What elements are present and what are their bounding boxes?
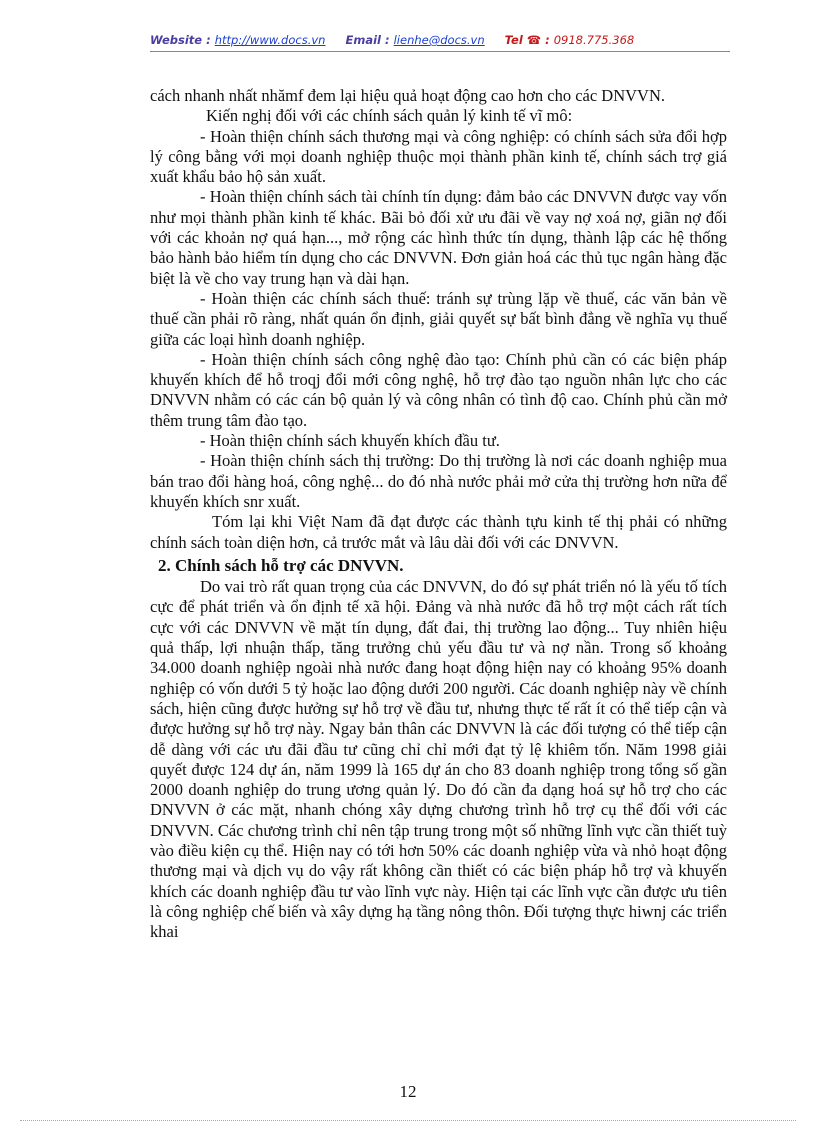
paragraph: cách nhanh nhất nhămf đem lại hiệu quả hoạt động cao hơn cho các DNVVN. <box>150 86 666 105</box>
paragraph: - Hoàn thiện chính sách công nghệ đào tạo: Chính phủ cần có các biện pháp khuyến khích để hỗ troqj đổi mới công nghệ, hỗ trợ đào tạo nguồn nhân lực cho các DNVVN nhằm có các cán bộ quản lý và công nhân có tình độ cao. Chính phủ cần mở thêm trung tâm đào tạo. <box>150 349 727 430</box>
page-number: 12 <box>399 1082 417 1101</box>
paragraph: - Hoàn thiện chính sách thương mại và công nghiệp: có chính sách sửa đổi hợp lý công bằng với mọi doanh nghiệp thuộc mọi thành phần kinh tế, chính sách trợ giá xuất khẩu bảo hộ sản xuất. <box>150 126 727 187</box>
header-divider <box>150 51 730 52</box>
email-label: Email : <box>345 33 390 47</box>
document-body <box>150 86 727 942</box>
footer-divider <box>20 1120 796 1121</box>
paragraph: Tóm lại khi Việt Nam đã đạt được các thành tựu kinh tế thị phải có những chính sách toàn diện hơn, cả trước mắt và lâu dài đối với các DNVVN. <box>150 512 727 552</box>
paragraph: Do vai trò rất quan trọng của các DNVVN, do đó sự phát triển nó là yếu tố tích cực để phát triển và ổn định tế xã hội. Đảng và nhà nước đã hỗ trợ một cách rất tích cực với các DNVVN về mặt tín dụng, đất đai, thị trường lao động... Tuy nhiên hiệu quả thấp, lợi nhuận thấp, tăng trưởng chủ yếu đầu tư và nợ nần. Trong số khoảng 34.000 doanh nghiệp ngoài nhà nước đang hoạt động hiện nay có khoảng 95% doanh nghiệp có vốn dưới 5 tỷ hoặc lao động dưới 200 người. Các doanh nghiệp này về chính sách, hiện cũng được hưởng sự hỗ trợ về đầu tư, nhưng thực tế rất ít có thể tiếp cận và được hưởng sự hỗ trợ này. Ngay bản thân các DNVVN là các đối tượng có thể tiếp cận dễ dàng với các ưu đãi đầu tư cũng chỉ chỉ mới đạt tỷ lệ khiêm tốn. Năm 1998 giải quyết được 124 dự án, năm 1999 là 165 dự án cho 83 doanh nghiệp trong tổng số gần 2000 doanh nghiệp do trung ương quản lý. Do đó cần đa dạng hoá sự hỗ trợ cho các DNVVN ở các mặt, nhanh chóng xây dựng chương trình hỗ trợ cụ thể đối với các DNVVN. Các chương trình chỉ nên tập trung trong một số những lĩnh vực cần thiết tuỳ vào điều kiện cụ thể. Hiện nay có tới hơn 50% các doanh nghiệp vừa và nhỏ hoạt động thương mại và dịch vụ do vậy rất không cần thiết có các biện pháp hỗ trợ và khuyến khích các doanh nghiệp đầu tư vào lĩnh vực này. Hiện tại các lĩnh vực cần được ưu tiên là công nghiệp chế biến và xây dựng hạ tầng nông thôn. Đối tượng thực hiwnj các triển khai <box>150 577 727 942</box>
website-label: Website : <box>150 33 211 47</box>
paragraph: - Hoàn thiện chính sách tài chính tín dụng: đảm bảo các DNVVN được vay vốn như mọi thành phần kinh tế khác. Bãi bỏ đối xử ưu đãi về vay nợ xoá nợ, giãn nợ đối với các khoản nợ quá hạn..., mở rộng các hình thức tín dụng, thành lập các hệ thống bảo hành bảo hiểm tín dụng cho các DNVVN. Đơn giản hoá các thủ tục ngân hàng đặc biệt là về cho vay trung hạn và dài hạn. <box>150 187 727 288</box>
paragraph: - Hoàn thiện chính sách khuyến khích đầu tư. <box>200 431 500 451</box>
page-header <box>150 33 730 47</box>
paragraph: Kiến nghị đối với các chính sách quản lý kinh tế vĩ mô: <box>206 106 573 126</box>
section-title: 2. Chính sách hỗ trợ các DNVVN. <box>158 555 404 575</box>
tel-label: Tel ☎ : <box>504 33 550 47</box>
paragraph: - Hoàn thiện các chính sách thuế: tránh sự trùng lặp về thuế, các văn bản về thuế cần phải rõ ràng, nhất quán ổn định, giải quyết sự bất bình đẳng về nghĩa vụ thuế giữa các loại hình doanh nghiệp. <box>150 288 727 349</box>
paragraph: - Hoàn thiện chính sách thị trường: Do thị trường là nơi các doanh nghiệp mua bán trao đổi hàng hoá, công nghệ... do đó nhà nước phải mở cửa thị trường hơn nữa để khuyến khích snr xuất. <box>150 451 727 511</box>
email-link[interactable]: lienhe@docs.vn <box>393 33 485 47</box>
tel-number: 0918.775.368 <box>553 33 635 47</box>
website-link[interactable]: http://www.docs.vn <box>214 33 326 47</box>
